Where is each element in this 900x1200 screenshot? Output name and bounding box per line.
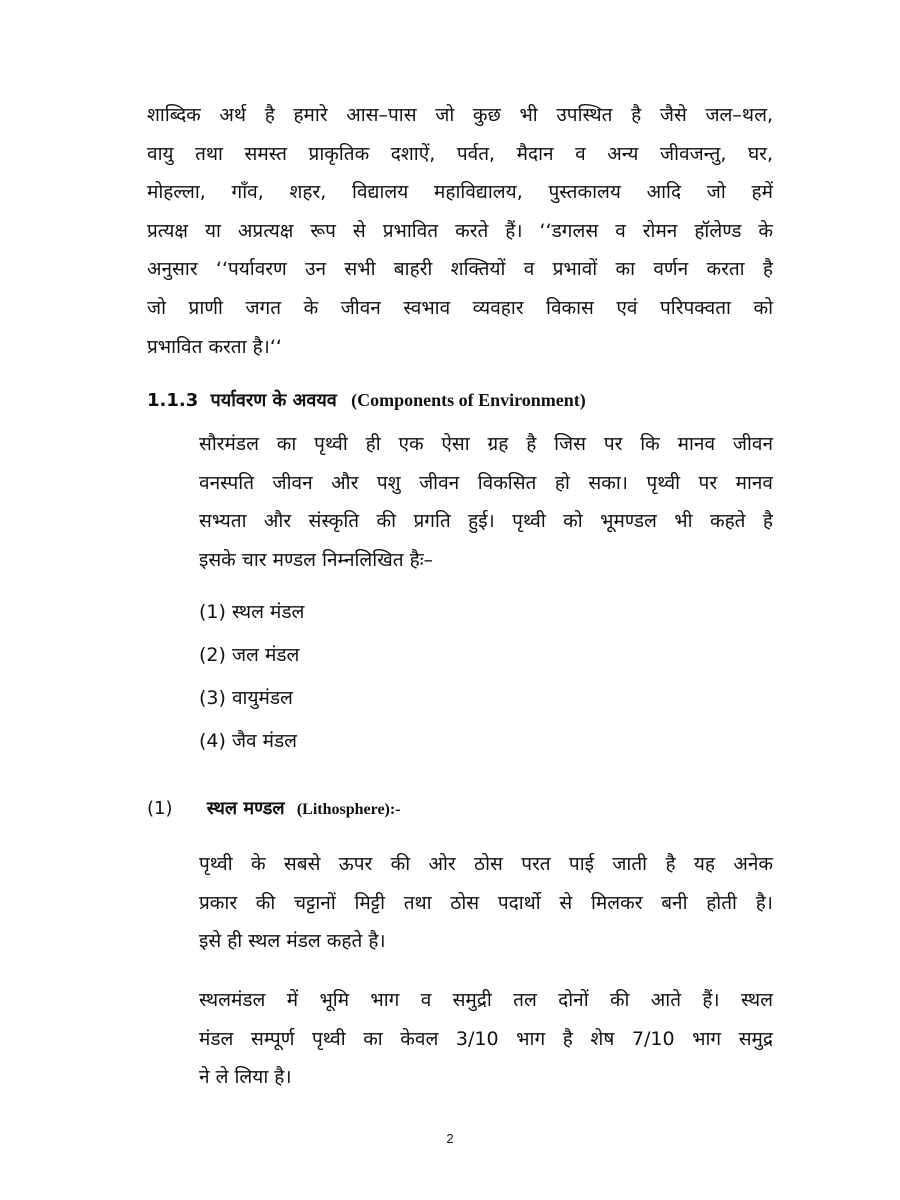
text-line: जो प्राणी जगत के जीवन स्वभाव व्यवहार विकास एवं परिपक्वता को (147, 296, 773, 319)
text-line: इसके चार मण्डल निम्नलिखित हैः– (199, 548, 434, 571)
text-line: वायु तथा समस्त प्राकृतिक दशाऐं, पर्वत, मैदान व अन्य जीवजन्तु, घर, (147, 142, 773, 165)
text-line: स्थलमंडल में भूमि भाग व समुद्री तल दोनों की आते हैं। स्थल (199, 989, 773, 1011)
page-number: 2 (446, 1131, 454, 1146)
text-line: प्रत्यक्ष या अप्रत्यक्ष रूप से प्रभावित करते हैं। ‘‘डगलस व रोमन हॉलेण्ड के (147, 219, 773, 242)
list-item: (2) जल मंडल (199, 644, 300, 666)
text-line: प्रकार की चट्टानों मिट्टी तथा ठोस पदार्थो से मिलकर बनी होती है। (199, 891, 773, 914)
text-line: अनुसार ‘‘पर्यावरण उन सभी बाहरी शक्तियों व प्रभावों का वर्णन करता है (147, 258, 773, 281)
section-heading (147, 388, 586, 412)
text-line: इसे ही स्थल मंडल कहते है। (199, 930, 386, 953)
text-line: पृथ्वी के सबसे ऊपर की ओर ठोस परत पाई जाती है यह अनेक (199, 853, 773, 875)
list-item: (1) स्थल मंडल (199, 601, 305, 623)
lithosphere-paragraph-1 (199, 845, 773, 961)
lithosphere-paragraph-2 (199, 981, 773, 1097)
list-item: (4) जैव मंडल (199, 730, 298, 752)
intro-paragraph (147, 96, 773, 366)
subsection-heading (147, 796, 401, 820)
section-title-hindi: पर्यावरण के अवयव (210, 390, 337, 411)
subsection-title-english: (Lithosphere):- (296, 801, 401, 818)
text-line: मोहल्ला, गाँव, शहर, विद्यालय महाविद्यालय, पुस्तकालय आदि जो हमें (147, 181, 773, 204)
text-line: शाब्दिक अर्थ है हमारे आस–पास जो कुछ भी उपस्थित है जैसे जल–थल, (147, 104, 773, 126)
subsection-number: (1) (147, 798, 173, 819)
text-line: वनस्पति जीवन और पशु जीवन विकसित हो सका। पृथ्वी पर मानव (199, 471, 773, 494)
text-line: सभ्यता और संस्कृति की प्रगति हुई। पृथ्वी को भूमण्डल भी कहते है (199, 510, 773, 533)
subsection-title-hindi: स्थल मण्डल (206, 798, 285, 819)
text-line: प्रभावित करता है।‘‘ (147, 335, 282, 358)
list-item: (3) वायुमंडल (199, 687, 293, 709)
section-number: 1.1.3 (147, 390, 199, 411)
section-title-english: (Components of Environment) (351, 390, 586, 410)
section-paragraph (199, 425, 773, 579)
text-line: ने ले लिया है। (199, 1066, 292, 1089)
text-line: सौरमंडल का पृथ्वी ही एक ऐसा ग्रह है जिस पर कि मानव जीवन (199, 433, 773, 455)
text-line: मंडल सम्पूर्ण पृथ्वी का केवल 3/10 भाग है शेष 7/10 भाग समुद्र (199, 1027, 773, 1050)
